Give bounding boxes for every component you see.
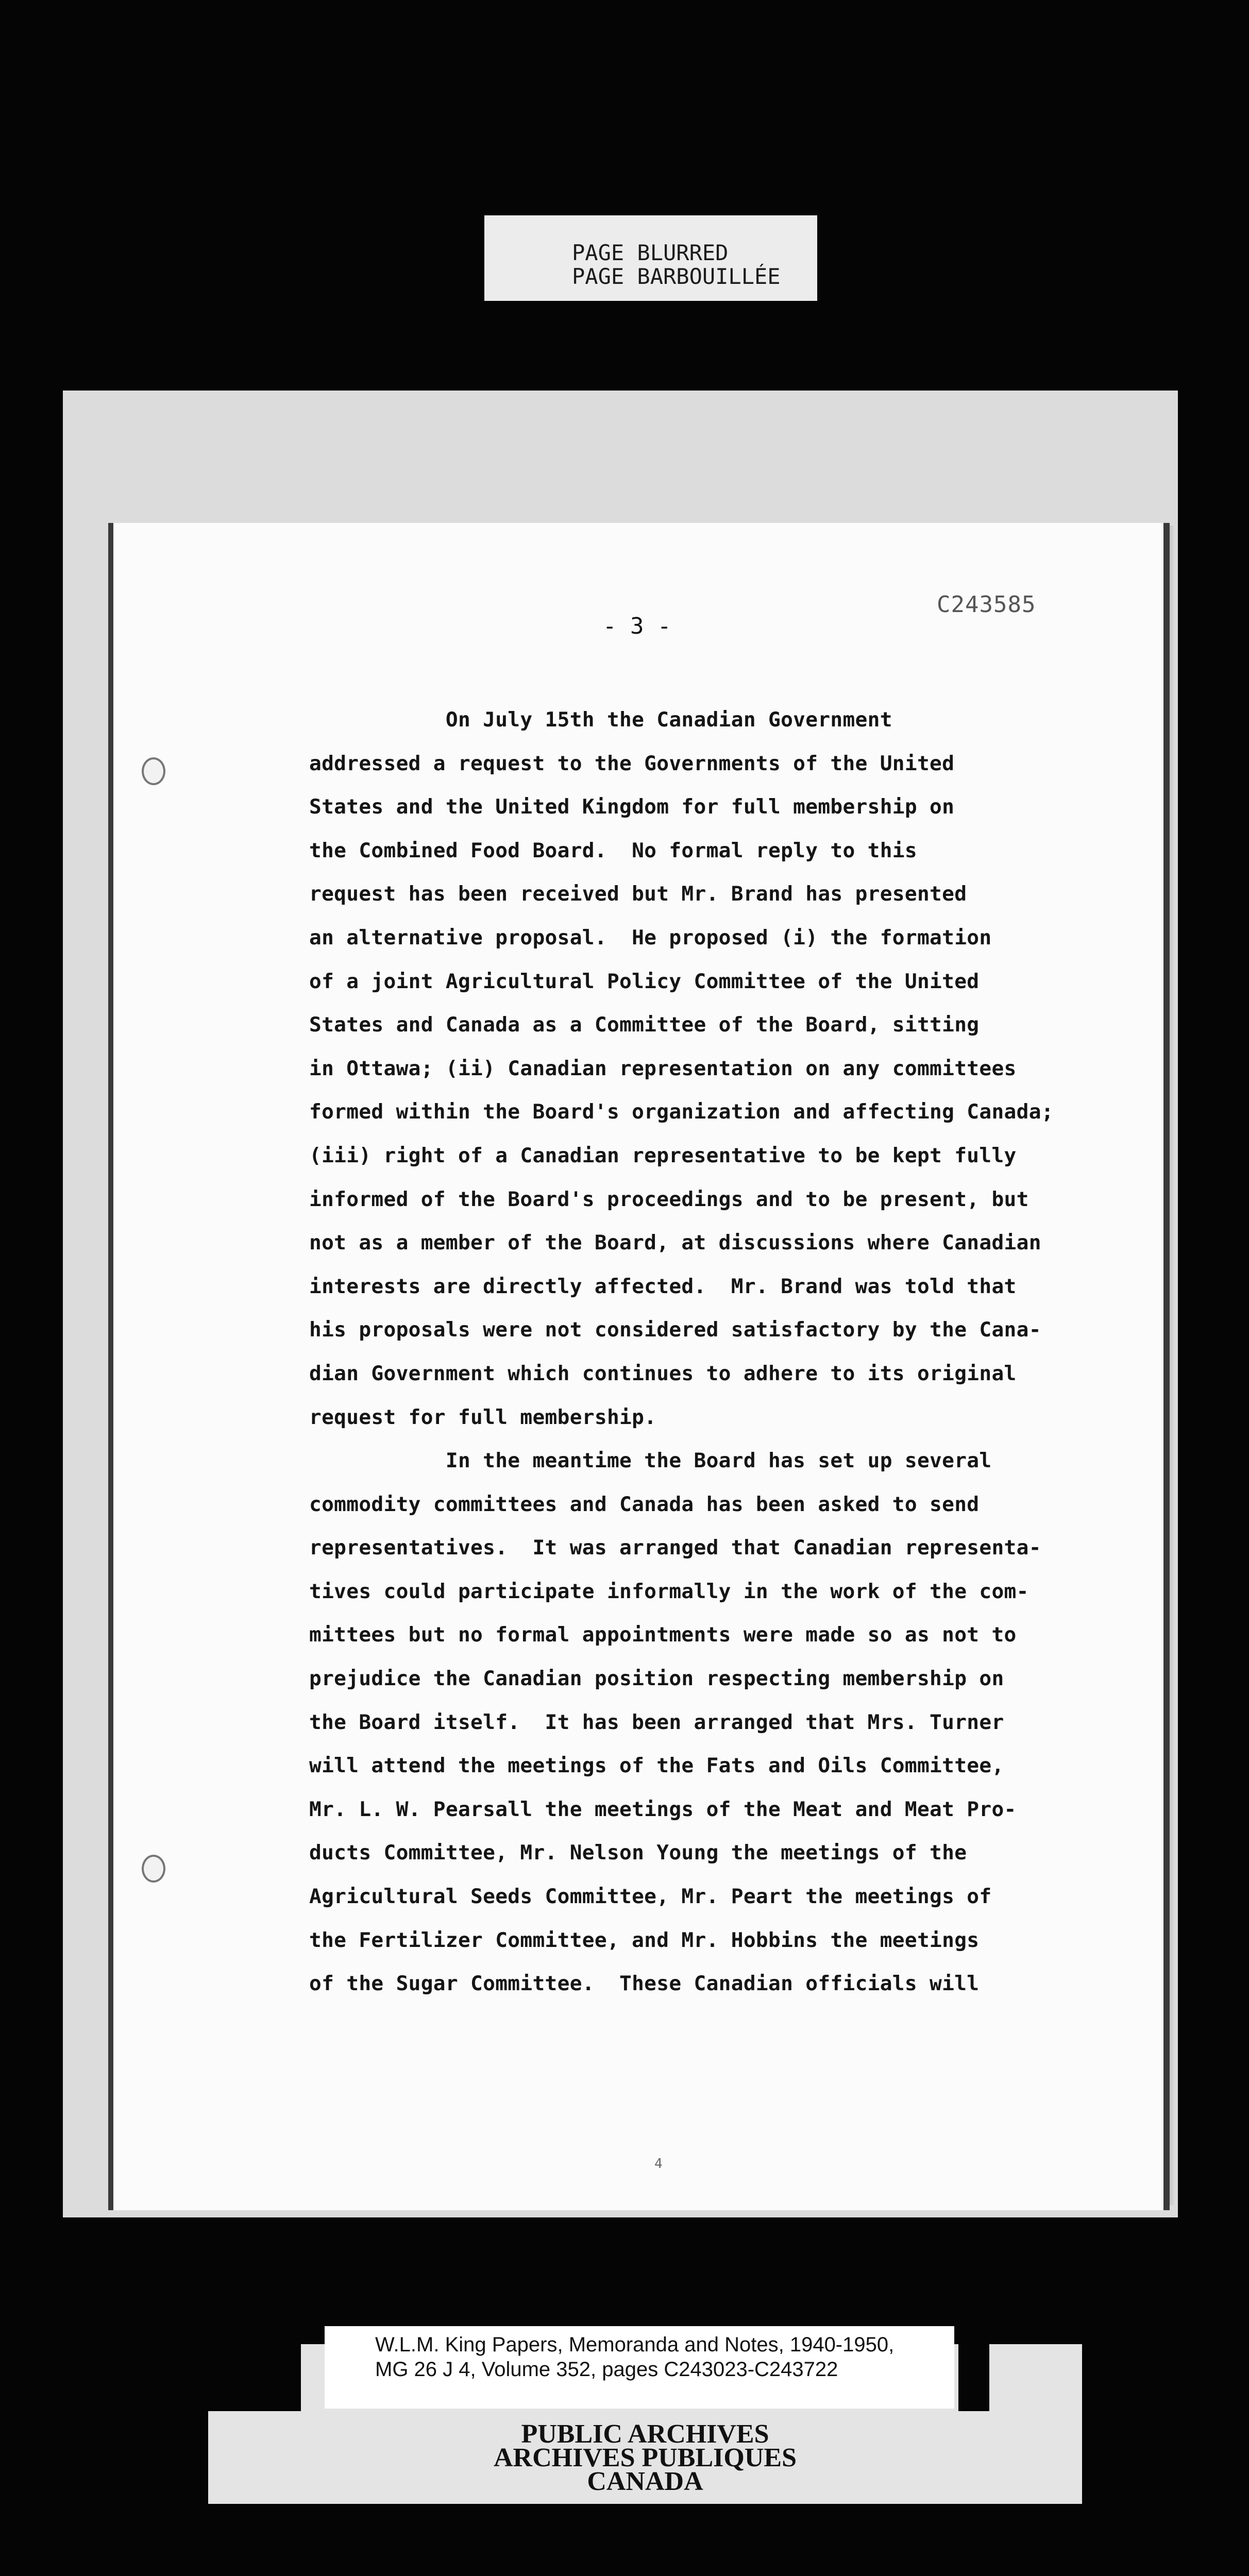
memo-line: States and the United Kingdom for full membership on bbox=[309, 795, 955, 819]
memo-line: tives could participate informally in the work of the com- bbox=[309, 1579, 1029, 1603]
citation-box bbox=[325, 2326, 954, 2409]
page-barbouillee-label: PAGE BARBOUILLÉE bbox=[572, 264, 781, 289]
memo-line: interests are directly affected. Mr. Brand was told that bbox=[309, 1274, 1017, 1298]
memo-body bbox=[309, 698, 1123, 2006]
memo-line: will attend the meetings of the Fats and Oils Committee, bbox=[309, 1754, 1004, 1778]
archive-stamp-line: CANADA bbox=[587, 2467, 703, 2496]
memo-line: informed of the Board's proceedings and to be present, but bbox=[309, 1187, 1029, 1211]
document-code: C243585 bbox=[937, 591, 1036, 618]
memo-line: prejudice the Canadian position respecting membership on bbox=[309, 1667, 1004, 1691]
memo-line: ducts Committee, Mr. Nelson Young the meetings of the bbox=[309, 1841, 967, 1865]
memo-line: Agricultural Seeds Committee, Mr. Peart the meetings of bbox=[309, 1885, 992, 1909]
memo-line: of the Sugar Committee. These Canadian officials will bbox=[309, 1972, 980, 1996]
memo-line: (iii) right of a Canadian representative to be kept fully bbox=[309, 1143, 1017, 1167]
punch-hole-icon bbox=[142, 757, 165, 785]
page-blurred-label: PAGE BLURRED bbox=[572, 240, 729, 265]
memo-line: formed within the Board's organization and affecting Canada; bbox=[309, 1100, 1054, 1124]
memo-line: Mr. L. W. Pearsall the meetings of the Meat and Meat Pro- bbox=[309, 1797, 1017, 1821]
citation-line: W.L.M. King Papers, Memoranda and Notes, 1940-1950, bbox=[375, 2333, 894, 2356]
memo-line: mittees but no formal appointments were made so as not to bbox=[309, 1623, 1017, 1647]
punch-hole-icon bbox=[142, 1855, 165, 1883]
memo-line: In the meantime the Board has set up several bbox=[309, 1449, 992, 1473]
page-number: - 3 - bbox=[603, 613, 671, 639]
memo-line: the Fertilizer Committee, and Mr. Hobbins the meetings bbox=[309, 1928, 980, 1952]
archive-stamp-line: ARCHIVES PUBLIQUES bbox=[493, 2443, 797, 2472]
memo-line: addressed a request to the Governments of the United bbox=[309, 751, 955, 775]
memo-line: an alternative proposal. He proposed (i) the formation bbox=[309, 925, 992, 950]
memo-line: request has been received but Mr. Brand has presented bbox=[309, 882, 967, 906]
memo-line: States and Canada as a Committee of the Board, sitting bbox=[309, 1013, 980, 1037]
memo-line: commodity committees and Canada has been asked to send bbox=[309, 1492, 980, 1516]
page-blurred-tag bbox=[484, 215, 817, 301]
footer-mark: 4 bbox=[654, 2156, 663, 2172]
plate-notch-right bbox=[958, 2344, 989, 2411]
citation-line: MG 26 J 4, Volume 352, pages C243023-C243722 bbox=[375, 2358, 838, 2381]
memo-line: On July 15th the Canadian Government bbox=[309, 708, 892, 732]
archive-stamp-line: PUBLIC ARCHIVES bbox=[521, 2419, 769, 2449]
memo-line: dian Government which continues to adhere to its original bbox=[309, 1361, 1017, 1385]
memo-line: of a joint Agricultural Policy Committee of the United bbox=[309, 969, 980, 993]
memo-line: not as a member of the Board, at discussions where Canadian bbox=[309, 1231, 1041, 1255]
memo-line: the Board itself. It has been arranged that Mrs. Turner bbox=[309, 1710, 1004, 1734]
memo-line: his proposals were not considered satisfactory by the Cana- bbox=[309, 1318, 1041, 1342]
memo-line: representatives. It was arranged that Canadian representa- bbox=[309, 1536, 1041, 1560]
memo-line: the Combined Food Board. No formal reply to this bbox=[309, 838, 917, 862]
memo-line: request for full membership. bbox=[309, 1405, 657, 1429]
memo-line: in Ottawa; (ii) Canadian representation on any committees bbox=[309, 1056, 1017, 1080]
archive-stamp bbox=[208, 2419, 1082, 2496]
plate-notch-left bbox=[208, 2344, 301, 2411]
